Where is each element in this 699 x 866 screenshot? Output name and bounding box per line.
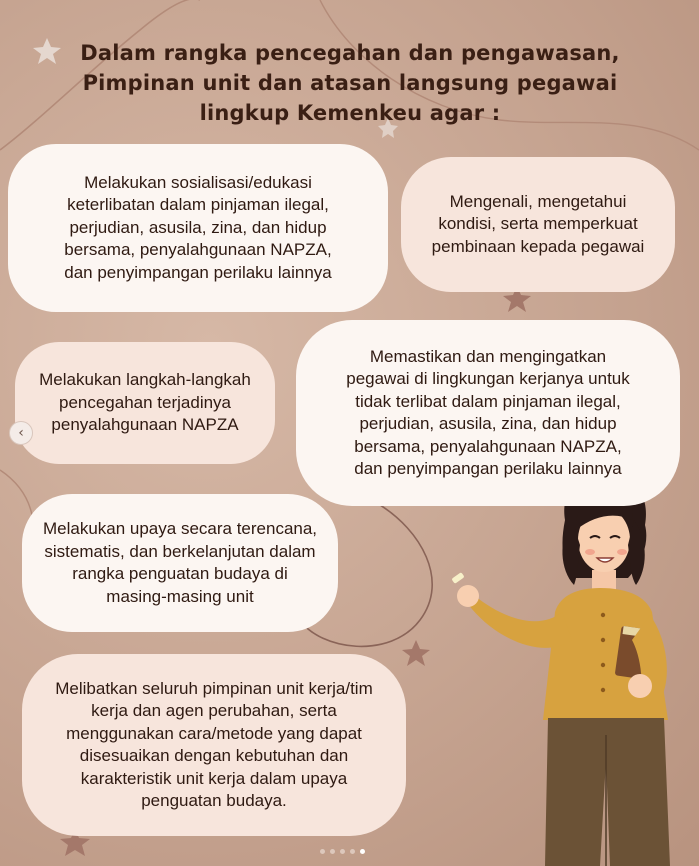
pagination-dot[interactable] [350, 849, 355, 854]
carousel-prev-button[interactable] [9, 421, 33, 445]
pagination-dot-active[interactable] [360, 849, 365, 854]
pagination-dot[interactable] [320, 849, 325, 854]
bubble-text: Melakukan langkah-langkah pencegahan terjadinya penyalahgunaan NAPZA [39, 370, 251, 435]
title-line: Dalam rangka pencegahan dan pengawasan, [80, 41, 620, 65]
bubble-text: Memastikan dan mengingatkan pegawai di lingkungan kerjanya untuk tidak terlibat dalam pinjaman ilegal, perjudian, asusila, zina, dan hidup bersama, penyalahgunaan NAPZA, dan penyimpangan perilaku lainnya [346, 346, 630, 478]
point-bubble-melibatkan [22, 654, 406, 836]
chevron-left-icon: ‹ [18, 425, 24, 441]
bubble-text: Mengenali, mengetahui kondisi, serta memperkuat pembinaan kepada pegawai [431, 191, 645, 256]
carousel-pagination [320, 849, 365, 854]
star-icon [402, 640, 430, 666]
point-bubble-memastikan [296, 320, 680, 506]
point-bubble-langkah-pencegahan [15, 342, 275, 464]
pagination-dot[interactable] [340, 849, 345, 854]
title-line: Pimpinan unit dan atasan langsung pegawai [82, 71, 618, 95]
bubble-text: Melibatkan seluruh pimpinan unit kerja/tim kerja dan agen perubahan, serta menggunakan cara/metode yang dapat disesuaikan dengan kebutuhan dan karakteristik unit kerja dalam upaya penguatan budaya. [55, 678, 373, 810]
bubble-text: Melakukan sosialisasi/edukasi keterlibatan dalam pinjaman ilegal, perjudian, asusila, zina, dan hidup bersama, penyalahgunaan NAPZA, dan penyimpangan perilaku lainnya [64, 172, 332, 282]
point-bubble-sosialisasi [8, 144, 388, 312]
title-line: lingkup Kemenkeu agar : [199, 101, 501, 125]
star-icon [33, 38, 61, 64]
bubble-text: Melakukan upaya secara terencana, sistematis, dan berkelanjutan dalam rangka penguatan budaya di masing-masing unit [42, 519, 318, 606]
page-title [60, 38, 640, 128]
point-bubble-mengenali [401, 157, 675, 292]
teacher-illustration [451, 472, 670, 866]
pagination-dot[interactable] [330, 849, 335, 854]
point-bubble-upaya-terencana [22, 494, 338, 632]
